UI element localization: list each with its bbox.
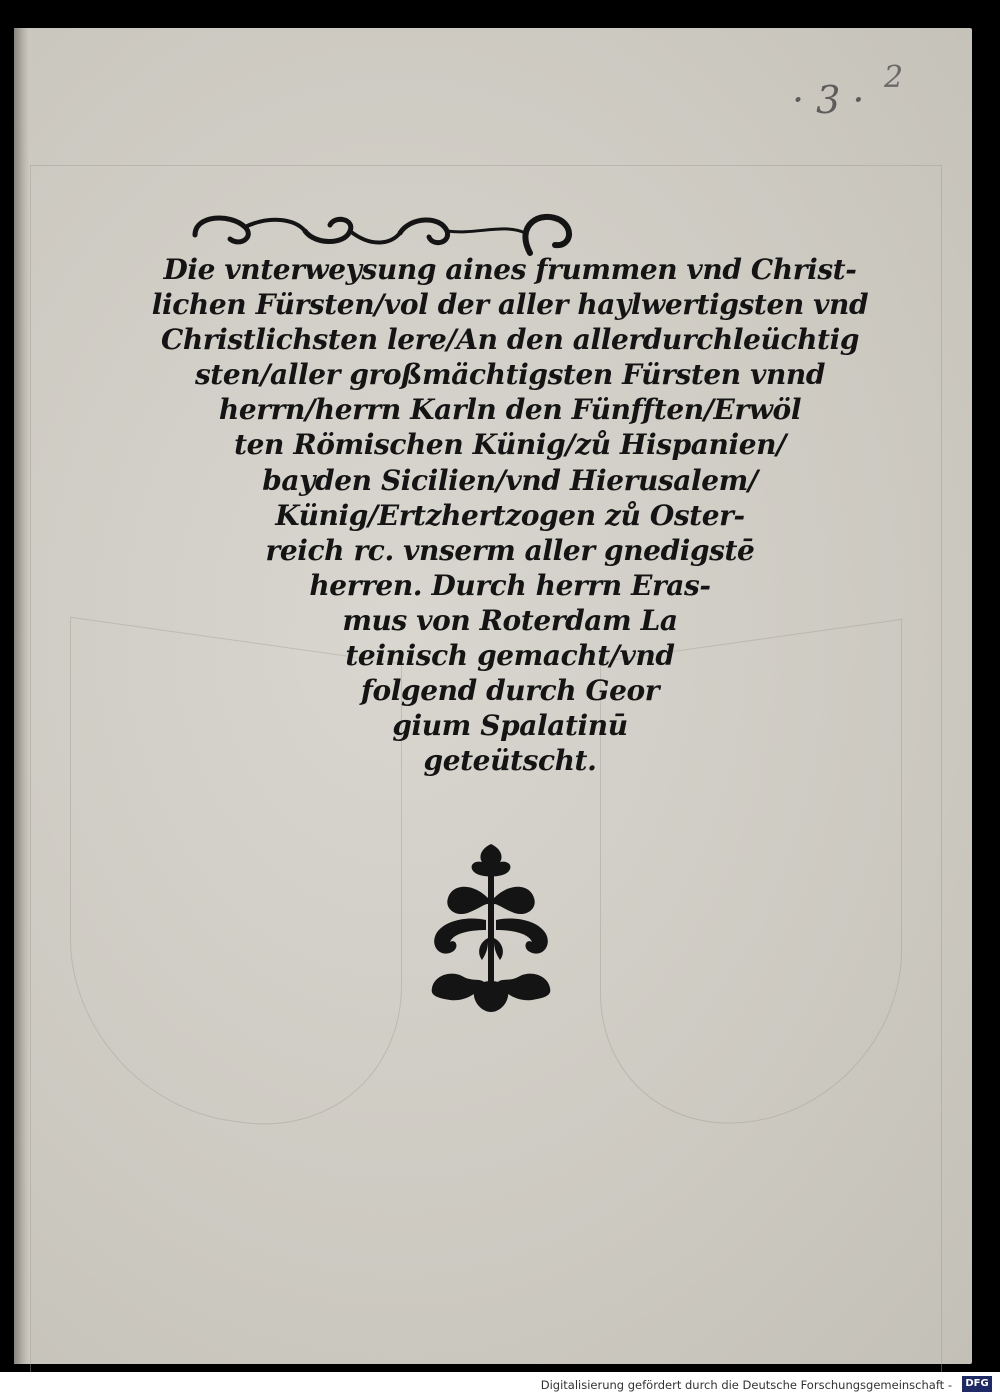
title-line-10: herren. Durch herrn Eras- xyxy=(309,568,711,602)
title-line-2: lichen Fürsten/vol der aller haylwertigsten vnd xyxy=(151,288,869,322)
title-line-1: Die vnterweysung aines frummen vnd Christ- xyxy=(163,253,857,286)
title-line-3: Christlichsten lere/An den allerdurchleüchtig xyxy=(160,323,860,357)
dfg-logo: DFG xyxy=(962,1376,992,1392)
title-line-4: sten/aller großmächtigsten Fürsten vnnd xyxy=(194,358,826,392)
handwritten-page-number: 2 xyxy=(884,60,904,95)
digitization-credit: Digitalisierung gefördert durch die Deutsche Forschungsgemeinschaft - xyxy=(540,1378,952,1392)
floral-fleuron-ornament xyxy=(424,838,558,1016)
title-line-7: bayden Sicilien/vnd Hierusalem/ xyxy=(262,463,758,497)
handwritten-folio-mark: · 3 · xyxy=(792,78,865,122)
title-line-14: gium Spalatinū xyxy=(392,709,628,743)
page-gutter xyxy=(14,28,30,1364)
title-text-block xyxy=(150,252,870,778)
title-line-13: folgend durch Geor xyxy=(360,674,660,708)
title-line-8: Künig/Ertzhertzogen zů Oster- xyxy=(275,498,745,532)
title-line-11: mus von Roterdam La xyxy=(342,603,678,637)
title-line-6: ten Römischen Künig/zů Hispanien/ xyxy=(234,428,786,462)
title-line-12: teinisch gemacht/vnd xyxy=(345,639,675,673)
title-line-9: reich rc. vnserm aller gnedigstē xyxy=(265,533,755,567)
title-line-15: geteütscht. xyxy=(423,744,597,778)
title-line-5: herrn/herrn Karln den Fünfften/Erwöl xyxy=(218,393,802,427)
